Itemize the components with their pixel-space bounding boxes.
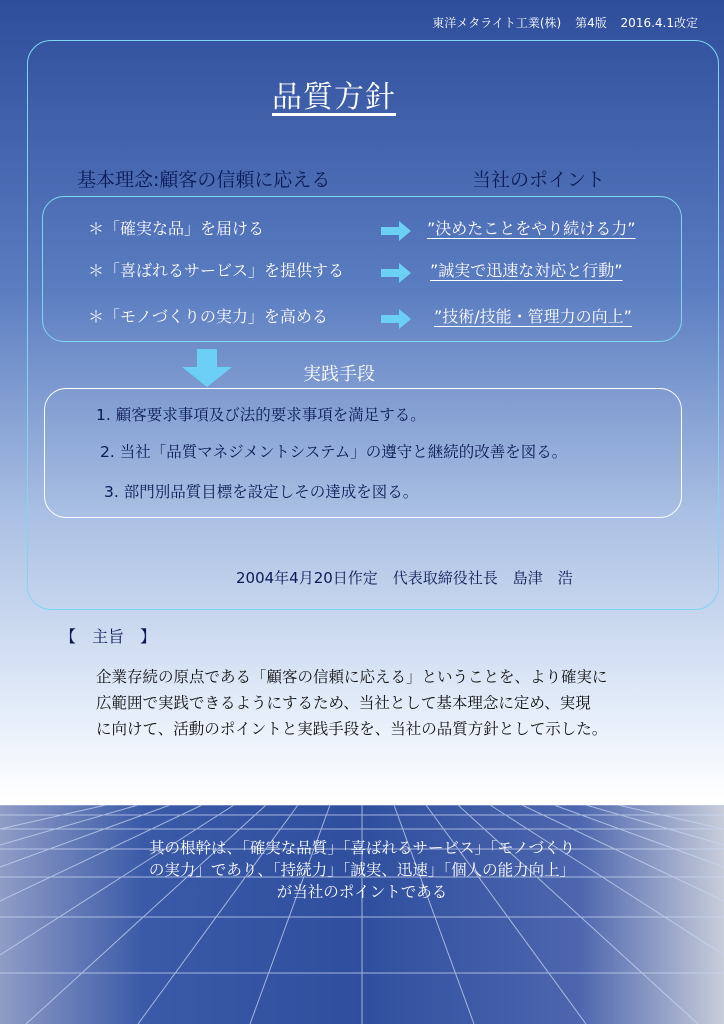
basic-philosophy-heading: 基本理念:顧客の信頼に応える <box>77 169 331 191</box>
page-title: 品質方針 <box>272 80 396 115</box>
edition-label: 第4版 <box>575 16 607 30</box>
company-point-text: ”決めたことをやり続ける力” <box>427 219 636 238</box>
company-point-text: ”誠実で迅速な対応と行動” <box>430 261 623 280</box>
company-name: 東洋メタライト工業(株) <box>432 16 562 30</box>
practice-heading: 実践手段 <box>303 364 375 385</box>
conclusion-line: が当社のポイントである <box>276 883 448 901</box>
conclusion-line: 其の根幹は、「確実な品質」「喜ばれるサービス」「モノづくり <box>148 839 576 857</box>
purpose-line: 企業存続の原点である「顧客の信頼に応える」ということを、より確実に <box>96 668 608 686</box>
right-arrow-icon <box>381 263 411 283</box>
purpose-paragraph <box>96 664 686 742</box>
conclusion-line: の実力」であり、「持続力」「誠実、迅速」「個人の能力向上」 <box>148 861 576 879</box>
signature-line: 2004年4月20日作定 代表取締役社長 島津 浩 <box>236 569 573 587</box>
purpose-heading: 【 主旨 】 <box>60 627 157 646</box>
right-arrow-icon <box>381 309 411 329</box>
conclusion-text <box>0 837 724 903</box>
right-arrow-icon <box>381 221 411 241</box>
purpose-line: 広範囲で実践できるようにするため、当社として基本理念に定め、実現 <box>96 694 591 712</box>
company-point-text: ”技術/技能・管理力の向上” <box>434 307 632 326</box>
principle-row <box>0 300 724 330</box>
measure-item: 1. 顧客要求事項及び法的要求事項を満足する。 <box>96 406 426 424</box>
document-header <box>422 14 698 31</box>
measure-item: 3. 部門別品質目標を設定しその達成を図る。 <box>104 483 419 501</box>
revision-date: 2016.4.1改定 <box>620 16 698 30</box>
measure-item: 2. 当社「品質マネジメントシステム」の遵守と継続的改善を図る。 <box>100 443 568 461</box>
purpose-line: に向けて、活動のポイントと実践手段を、当社の品質方針として示した。 <box>96 720 608 738</box>
principle-row <box>0 254 724 284</box>
principle-text: ＊「確実な品」を届ける <box>88 219 265 238</box>
principle-row <box>0 212 724 242</box>
principle-text: ＊「モノづくりの実力」を高める <box>88 307 328 326</box>
down-arrow-icon <box>182 349 232 387</box>
company-points-heading: 当社のポイント <box>472 169 606 191</box>
principle-text: ＊「喜ばれるサービス」を提供する <box>88 261 345 280</box>
